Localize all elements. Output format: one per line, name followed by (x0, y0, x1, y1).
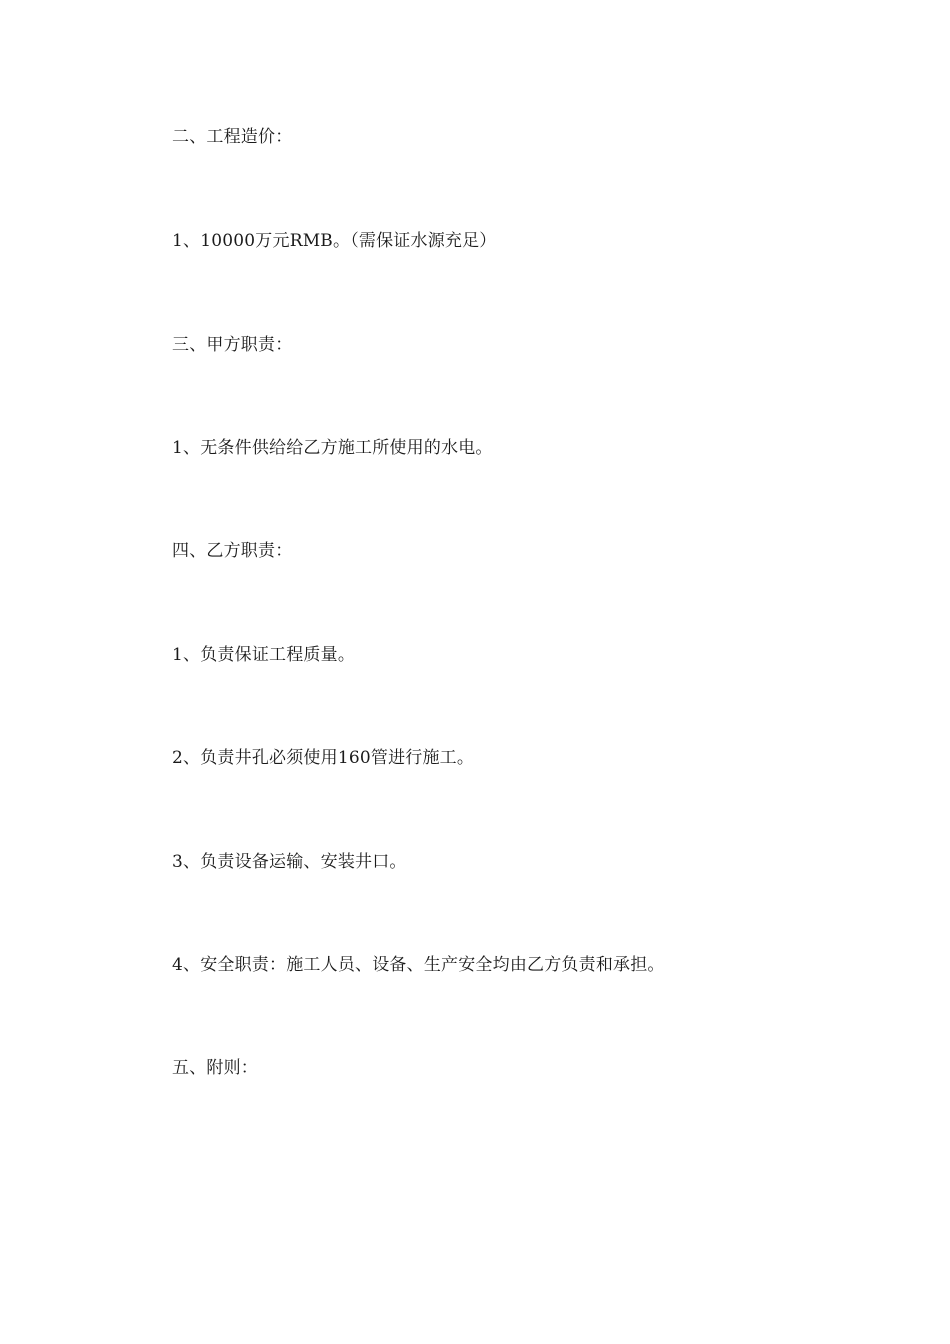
section-heading-party-a: 三、甲方职责： (172, 335, 293, 355)
party-b-item-3: 3、负责设备运输、安装井口。 (172, 852, 407, 872)
section-heading-cost: 二、工程造价： (172, 127, 293, 147)
party-b-item-2: 2、负责井孔必须使用160管进行施工。 (172, 748, 475, 768)
cost-item-1: 1、10000万元RMB。（需保证水源充足） (172, 231, 497, 251)
section-heading-appendix: 五、附则： (172, 1058, 258, 1078)
party-b-item-4: 4、安全职责：施工人员、设备、生产安全均由乙方负责和承担。 (172, 955, 665, 975)
section-heading-party-b: 四、乙方职责： (172, 541, 293, 561)
party-b-item-1: 1、负责保证工程质量。 (172, 645, 356, 665)
party-a-item-1: 1、无条件供给给乙方施工所使用的水电。 (172, 438, 493, 458)
